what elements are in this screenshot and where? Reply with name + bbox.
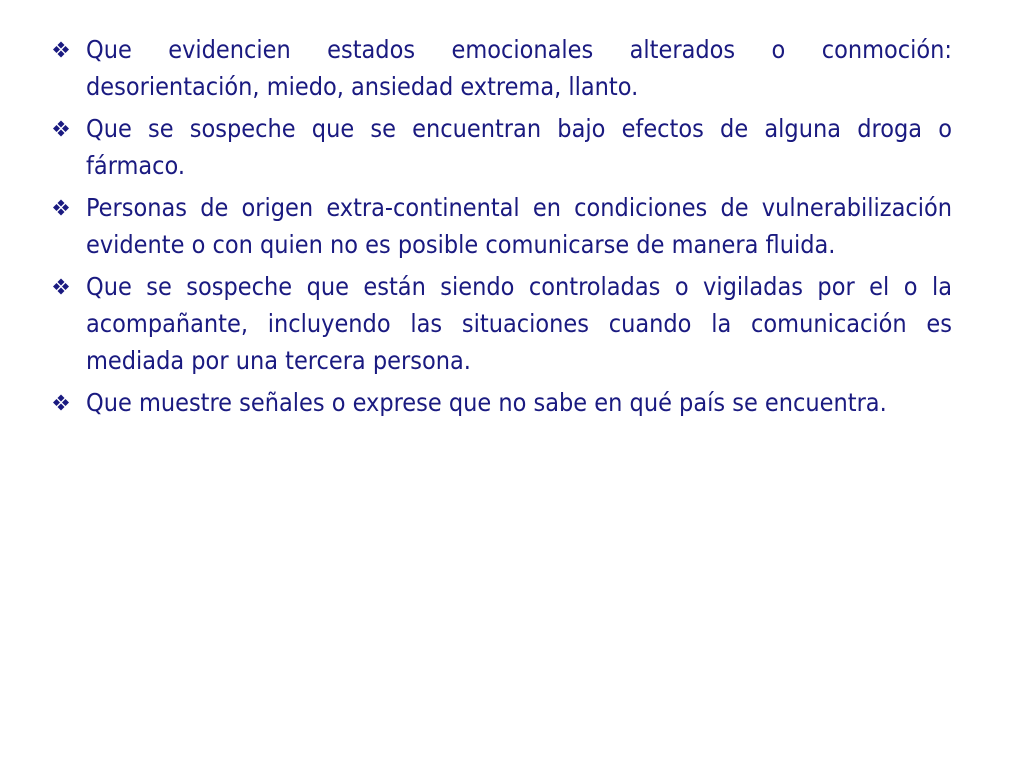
four-diamond-bullet-icon [48,394,74,411]
bullet-item [48,189,952,263]
four-diamond-bullet-icon [48,199,74,216]
bullet-item [48,110,952,184]
bullet-text: Que evidencien estados emocionales alterados o conmoción: desorientación, miedo, ansiedad extrema, llanto. [86,35,952,101]
bullet-item [48,31,952,105]
four-diamond-bullet-icon [48,278,74,295]
four-diamond-bullet-icon [48,120,74,137]
bullet-text: Que se sospeche que están siendo controladas o vigiladas por el o la acompañante, incluyendo las situaciones cuando la comunicación es mediada por una tercera persona. [86,272,952,375]
bullet-text: Que muestre señales o exprese que no sabe en qué país se encuentra. [86,388,887,417]
four-diamond-bullet-icon [48,41,74,58]
bullet-item [48,268,952,379]
bullet-text: Que se sospeche que se encuentran bajo efectos de alguna droga o fármaco. [86,114,952,180]
bullet-list [48,31,952,426]
bullet-item [48,384,952,421]
bullet-text: Personas de origen extra-continental en condiciones de vulnerabilización evidente o con quien no es posible comunicarse de manera fluida. [86,193,952,259]
